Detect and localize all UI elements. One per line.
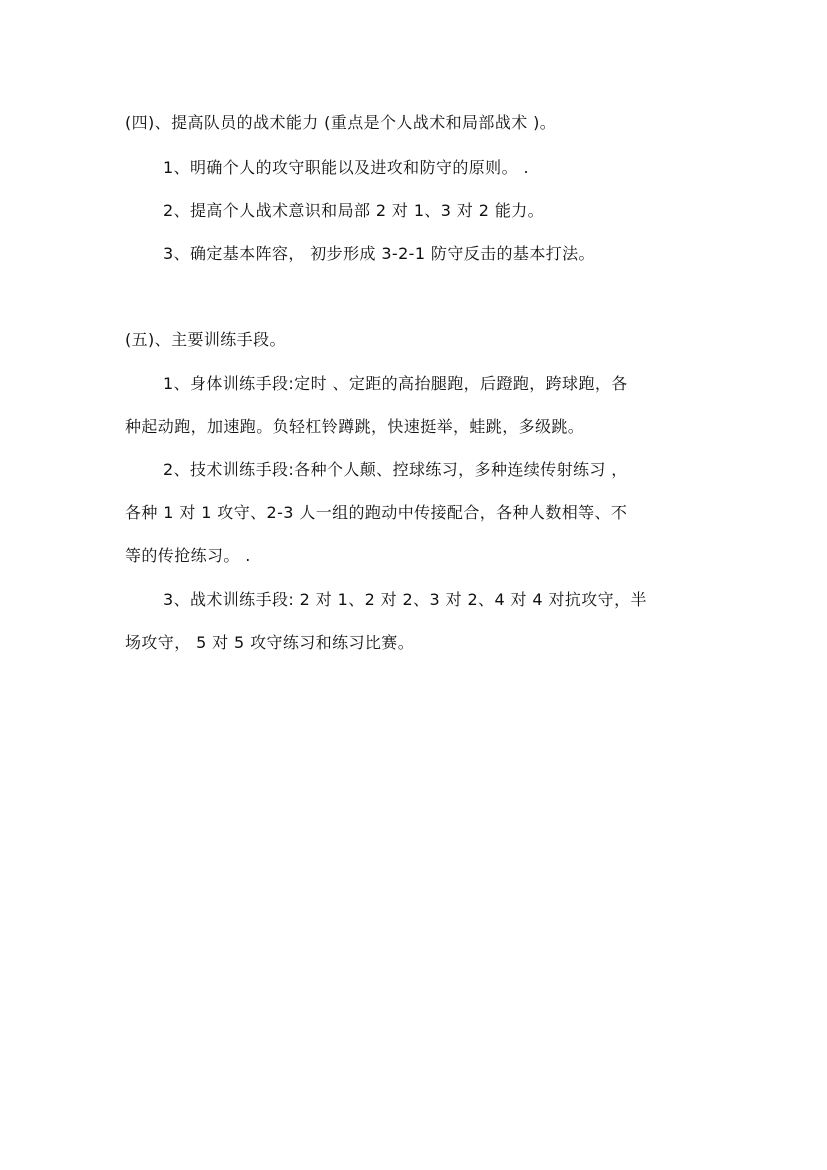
section-4-item-1: 1、明确个人的攻守职能以及进攻和防守的原则。 . [163, 158, 529, 177]
section-5-item-1-line-1: 1、身体训练手段:定时 、定距的高抬腿跑，后蹬跑，跨球跑，各 [163, 374, 628, 393]
section-5-item-1-line-2: 种起动跑，加速跑。负轻杠铃蹲跳，快速挺举，蛙跳，多级跳。 [125, 417, 585, 436]
section-5-item-3-line-1: 3、战术训练手段: 2 对 1、2 对 2、3 对 2、4 对 4 对抗攻守，半 [163, 590, 647, 609]
section-5-item-2-line-2: 各种 1 对 1 攻守、2-3 人一组的跑动中传接配合，各种人数相等、不 [125, 503, 628, 522]
section-5-item-2-line-1: 2、技术训练手段:各种个人颠、控球练习，多种连续传射练习 ， [163, 460, 628, 479]
section-5-item-3-line-2: 场攻守， 5 对 5 攻守练习和练习比赛。 [125, 633, 415, 652]
section-5-item-2-line-3: 等的传抢练习。 . [125, 546, 251, 565]
section-4-heading: (四)、提高队员的战术能力 (重点是个人战术和局部战术 )。 [125, 113, 557, 132]
section-5-heading: (五)、主要训练手段。 [125, 330, 286, 349]
section-4-item-2: 2、提高个人战术意识和局部 2 对 1、3 对 2 能力。 [163, 201, 545, 220]
section-4-item-3: 3、确定基本阵容， 初步形成 3-2-1 防守反击的基本打法。 [163, 244, 595, 263]
